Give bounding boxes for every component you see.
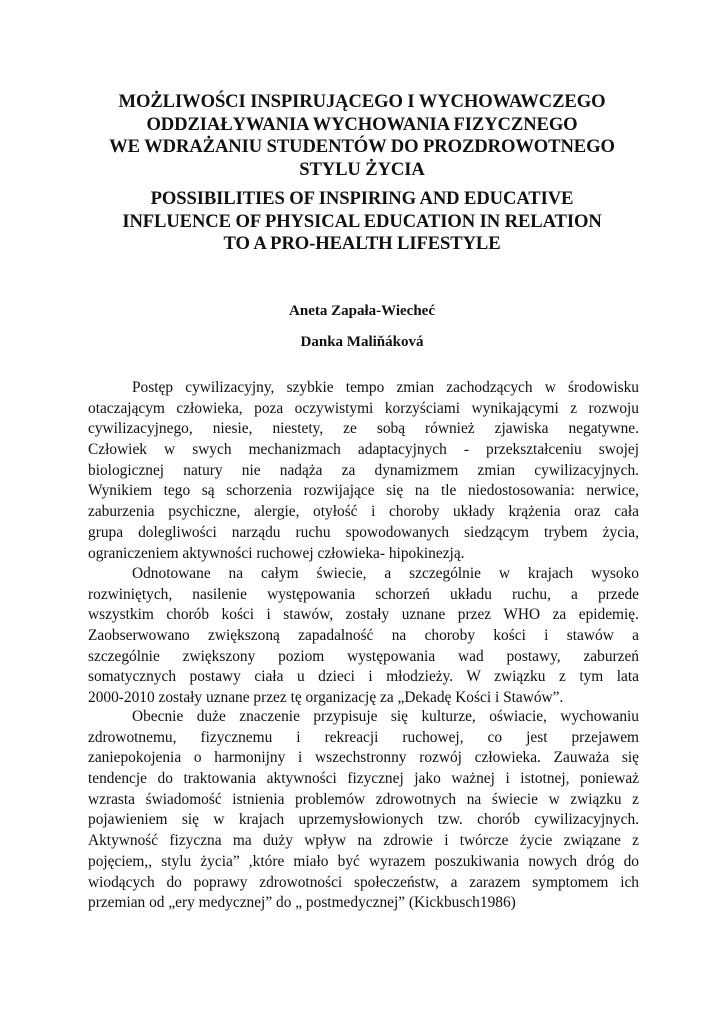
paragraph-line: wzrasta świadomość istnienia problemów zdrowotnych na świecie w związku z [88, 790, 639, 808]
paragraph-line: rozwiniętych, nasilenie występowania schorzeń układu ruchu, a przede [88, 585, 639, 603]
title-pl-line: MOŻLIWOŚCI INSPIRUJĄCEGO I WYCHOWAWCZEGO [118, 91, 606, 112]
paragraph-line: ograniczeniem aktywności ruchowej człowieka- hipokinezją. [88, 544, 465, 562]
title-en-line: TO A PRO-HEALTH LIFESTYLE [223, 233, 501, 255]
title-pl-line: STYLU ŻYCIA [299, 158, 425, 180]
paragraph-line: zaniepokojenia o harmonijny i wszechstronny rozwój człowieka. Zauważa się [88, 749, 639, 767]
paragraph-line: Aktywność fizyczna ma duży wpływ na zdrowie i twórcze życie związane z [88, 832, 639, 850]
paragraph-line: grupa dolegliwości narządu ruchu spowodowanych siedzącym trybem życia, [88, 523, 639, 541]
paragraph [88, 707, 639, 914]
title-en-line: POSSIBILITIES OF INSPIRING AND EDUCATIVE [150, 188, 574, 209]
paragraph [88, 378, 639, 564]
paragraph-line: Zaobserwowano zwiększoną zapadalność na choroby kości i stawów a [88, 627, 639, 645]
paragraph-line: Wynikiem tego są schorzenia rozwijające się na tle niedostosowania: nerwice, [88, 482, 639, 500]
paragraph-line: biologicznej natury nie nadąża za dynamizmem zmian cywilizacyjnych. [88, 461, 639, 479]
title-pl-line: WE WDRAŻANIU STUDENTÓW DO PROZDROWOTNEGO [109, 136, 615, 158]
paragraph-line: wszystkim chorób kości i stawów, zostały uznane przez WHO za epidemię. [88, 606, 639, 624]
paragraph-line: zaburzenia psychiczne, alergie, otyłość i choroby układy krążenia oraz cała [88, 503, 639, 521]
paragraph-line: Obecnie duże znaczenie przypisuje się kulturze, oświacie, wychowaniu [132, 708, 639, 725]
paragraph-line: zdrowotnemu, fizycznemu i rekreacji ruchowej, co jest przejawem [88, 728, 639, 746]
paragraph-line: wiodących do poprawy zdrowotności społeczeństw, a zarazem symptomem ich [88, 873, 639, 891]
paragraph-line: pojawieniem się w krajach uprzemysłowionych tzw. chorób cywilizacyjnych. [88, 811, 639, 829]
paragraph [88, 564, 639, 709]
paragraph-line: Postęp cywilizacyjny, szybkie tempo zmian zachodzących w środowisku [132, 379, 639, 396]
paragraph-line: tendencje do traktowania aktywności fizycznej jako ważnej i istotnej, ponieważ [88, 770, 639, 788]
paragraph-line: Odnotowane na całym świecie, a szczególnie w krajach wysoko [132, 565, 639, 582]
paragraph-line: szczególnie zwiększony poziom występowania wad postawy, zaburzeń [88, 647, 639, 665]
author-name: Aneta Zapała-Wiecheć [289, 303, 435, 319]
author-name: Danka Maliňáková [300, 334, 424, 350]
paragraph-line: 2000-2010 zostały uznane przez tę organizację za „Dekadę Kości i Stawów”. [88, 689, 564, 707]
title-polish [60, 91, 664, 181]
paragraph-line: cywilizacyjnego, niesie, niestety, ze sobą również zjawiska negatywne. [88, 420, 639, 438]
paragraph-line: somatycznych postawy ciała u dzieci i młodzieży. W związku z tym lata [88, 668, 639, 686]
paragraph-line: Człowiek w swych mechanizmach adaptacyjnych - przekształceniu swojej [88, 441, 639, 459]
paragraph-line: pojęciem,, stylu życia” ,które miało być wyrazem poszukiwania nowych dróg do [88, 852, 639, 870]
title-en-line: INFLUENCE OF PHYSICAL EDUCATION IN RELATION [122, 210, 602, 232]
title-pl-line: ODDZIAŁYWANIA WYCHOWANIA FIZYCZNEGO [146, 113, 578, 135]
paragraph-line: otaczającym człowieka, poza oczywistymi korzyściami wynikającymi z rozwoju [88, 399, 639, 417]
paragraph-line: przemian od „ery medycznej” do „ postmedycznej” (Kickbusch1986) [88, 894, 516, 912]
title-english [60, 188, 664, 256]
